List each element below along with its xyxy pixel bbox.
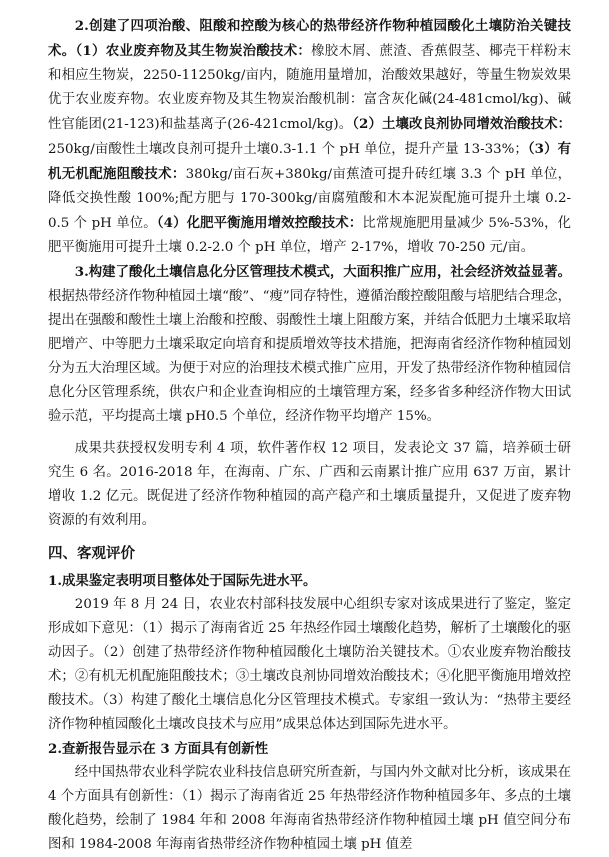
subheading-four-technologies: 2.创建了四项治酸、阻酸和控酸为核心的热带经济作物种植园酸化土壤防治关键技术。 bbox=[48, 18, 571, 59]
paragraph-results: 成果共获授权发明专利 4 项，软件著作权 12 项目，发表论文 37 篇，培养硕士研究生 6 名。2016-2018 年，在海南、广东、广西和云南累计推广应用 637 万亩，累计增收 1.2 亿元。既促进了经济作物种植园的高产稳产和土壤质量提升，又促进了废弃物资源的有效利用。 bbox=[48, 441, 571, 528]
tech-2-title: （2）土壤改良剂协同增效治酸技术： bbox=[352, 116, 571, 132]
subsection-appraisal-heading: 1.成果鉴定表明项目整体处于国际先进水平。 bbox=[48, 573, 317, 589]
subsection-novelty-heading: 2.查新报告显示在 3 方面具有创新性 bbox=[48, 741, 269, 757]
section-heading-evaluation: 四、客观评价 bbox=[48, 545, 135, 562]
tech-1-title: （1）农业废弃物及其生物炭治酸技术： bbox=[75, 43, 312, 59]
tech-4-body: 比常规施肥用量减少 5%-53%，化肥平衡施用可提升土壤 0.2-2.0 个 pH 单位，增产 2-17%，增收 70-250 元/亩。 bbox=[48, 216, 571, 255]
paragraph-technologies bbox=[48, 14, 571, 260]
subsection-novelty-body: 经中国热带农业科学院农业科技信息研究所查新，与国内外文献对比分析，该成果在 4 个方面具有创新性：（1）揭示了海南省近 25 年热带经济作物种植园多年、多点的土壤酸化趋势，绘制了 1984 年和 2008 年海南省热带经济作物种植园土壤 pH 值空间分布图和 1984-2008 年海南省热带经济作物种植园土壤 pH 值差 bbox=[48, 765, 571, 852]
paragraph-zoning bbox=[48, 260, 571, 429]
tech-3-body: 380kg/亩石灰+380kg/亩蕉渣可提升砖红壤 3.3 个 pH 单位，降低交换性酸 100%;配方肥与 170-300kg/亩腐殖酸和木本泥炭配施可提升土壤 0.2-0.5 个 pH 单位。 bbox=[48, 167, 572, 231]
tech-4-title: （4）化肥平衡施用增效控酸技术： bbox=[156, 215, 363, 231]
subheading-zoning: 3.构建了酸化土壤信息化分区管理技术模式，大面积推广应用，社会经济效益显著。 bbox=[74, 264, 571, 280]
zoning-body: 根据热带经济作物种植园土壤“酸”、“瘦”同存特性，遵循治酸控酸阻酸与培肥结合理念，提出在强酸和酸性土壤上治酸和控酸、弱酸性土壤上阻酸方案，并结合低肥力土壤采取培肥增产、中等肥力土壤采取定向培育和提质增效等技术措施，把海南省经济作物种植园划分为五大治理区域。为便于对应的治理技术模式推广应用，开发了热带经济作物种植园信息化分区管理系统，供农户和企业查询相应的土壤管理方案，经多省多种经济作物大田试验示范，平均提高土壤 pH0.5 个单位，经济作物平均增产 15%。 bbox=[48, 289, 571, 424]
subsection-appraisal-body: 2019 年 8 月 24 日，农业农村部科技发展中心组织专家对该成果进行了鉴定，鉴定形成如下意见：（1）揭示了海南省近 25 年热经作园土壤酸化趋势，解析了土壤酸化的驱动因子。（2）创建了热带经济作物种植园酸化土壤防治关键技术。①农业废弃物治酸技术；②有机无机配施阻酸技术；③土壤改良剂协同增效治酸技术；④化肥平衡施用增效控酸技术。（3）构建了酸化土壤信息化分区管理技术模式。专家组一致认为：“热带主要经济作物种植园酸化土壤改良技术与应用”成果总体达到国际先进水平。 bbox=[48, 597, 571, 732]
tech-1-body: 橡胶木屑、蔗渣、香蕉假茎、椰壳干样粉末和相应生物炭，2250-11250kg/亩内，随施用量增加，治酸效果越好，等量生物炭效果优于农业废弃物。农业废弃物及其生物炭治酸机制：富含灰化碱(24-481cmol/kg)、碱性官能团(21-123)和盐基离子(26-421cmol/kg)。 bbox=[48, 44, 571, 132]
tech-2-body: 250kg/亩酸性土壤改良剂可提升土壤0.3-1.1 个 pH 单位，提升产量 13-33%； bbox=[48, 142, 528, 157]
tech-3-title: （3）有机无机配施阻酸技术： bbox=[48, 141, 571, 182]
